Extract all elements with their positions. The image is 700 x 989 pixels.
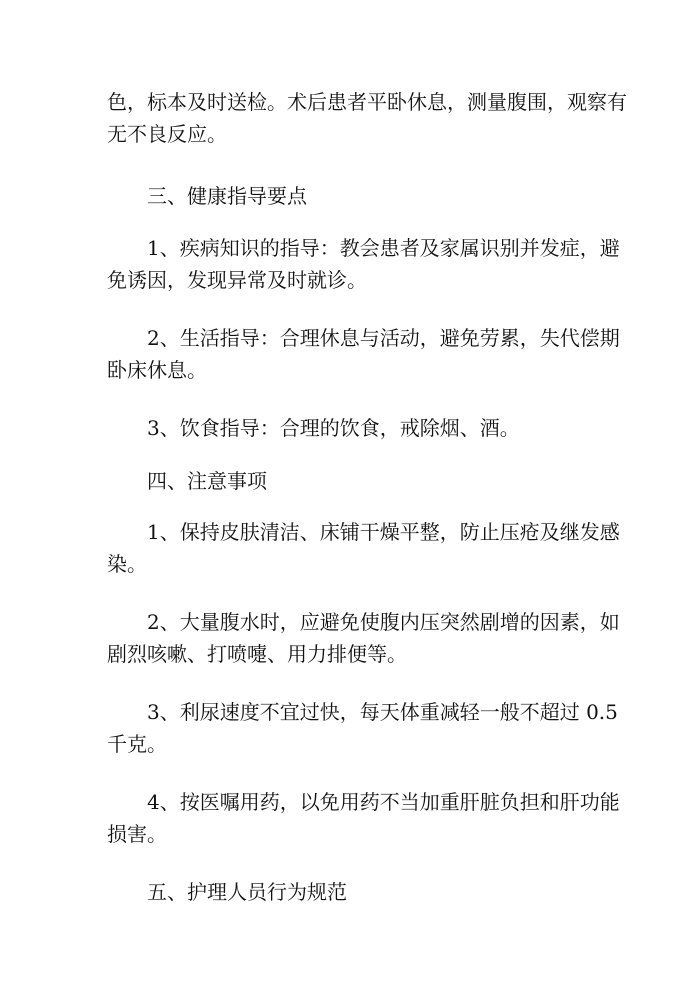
body-paragraph — [107, 322, 620, 386]
text-line: 1、疾病知识的指导：教会患者及家属识别并发症，避 — [147, 236, 620, 260]
text-line: 2、生活指导：合理休息与活动，避免劳累，失代偿期 — [147, 326, 620, 350]
text-line: 染。 — [107, 552, 147, 576]
body-paragraph — [107, 606, 620, 670]
text-line: 损害。 — [107, 822, 167, 846]
body-paragraph — [107, 232, 620, 296]
text-line: 免诱因，发现异常及时就诊。 — [107, 268, 367, 292]
text-line: 1、保持皮肤清洁、床铺干燥平整，防止压疮及继发感 — [147, 520, 620, 544]
body-paragraph — [107, 696, 618, 760]
body-paragraph — [107, 786, 620, 850]
body-paragraph — [107, 86, 627, 150]
body-paragraph — [107, 516, 620, 580]
heading-text: 四、注意事项 — [147, 469, 267, 493]
section-heading — [107, 180, 597, 212]
text-line: 剧烈咳嗽、打喷嚏、用力排便等。 — [107, 642, 407, 666]
heading-text: 三、健康指导要点 — [147, 184, 307, 208]
text-line: 2、大量腹水时，应避免使腹内压突然剧增的因素，如 — [147, 610, 620, 634]
section-heading — [107, 876, 597, 908]
text-line: 3、饮食指导：合理的饮食，戒除烟、酒。 — [147, 416, 520, 440]
text-line: 色，标本及时送检。术后患者平卧休息，测量腹围，观察有 — [107, 90, 627, 114]
text-line: 4、按医嘱用药，以免用药不当加重肝脏负担和肝功能 — [147, 790, 620, 814]
text-line: 千克。 — [107, 732, 167, 756]
text-line: 卧床休息。 — [107, 358, 207, 382]
section-heading — [107, 465, 597, 497]
text-line: 3、利尿速度不宜过快，每天体重减轻一般不超过 0.5 — [147, 700, 618, 724]
body-paragraph — [107, 412, 597, 444]
text-line: 无不良反应。 — [107, 122, 227, 146]
heading-text: 五、护理人员行为规范 — [147, 880, 347, 904]
